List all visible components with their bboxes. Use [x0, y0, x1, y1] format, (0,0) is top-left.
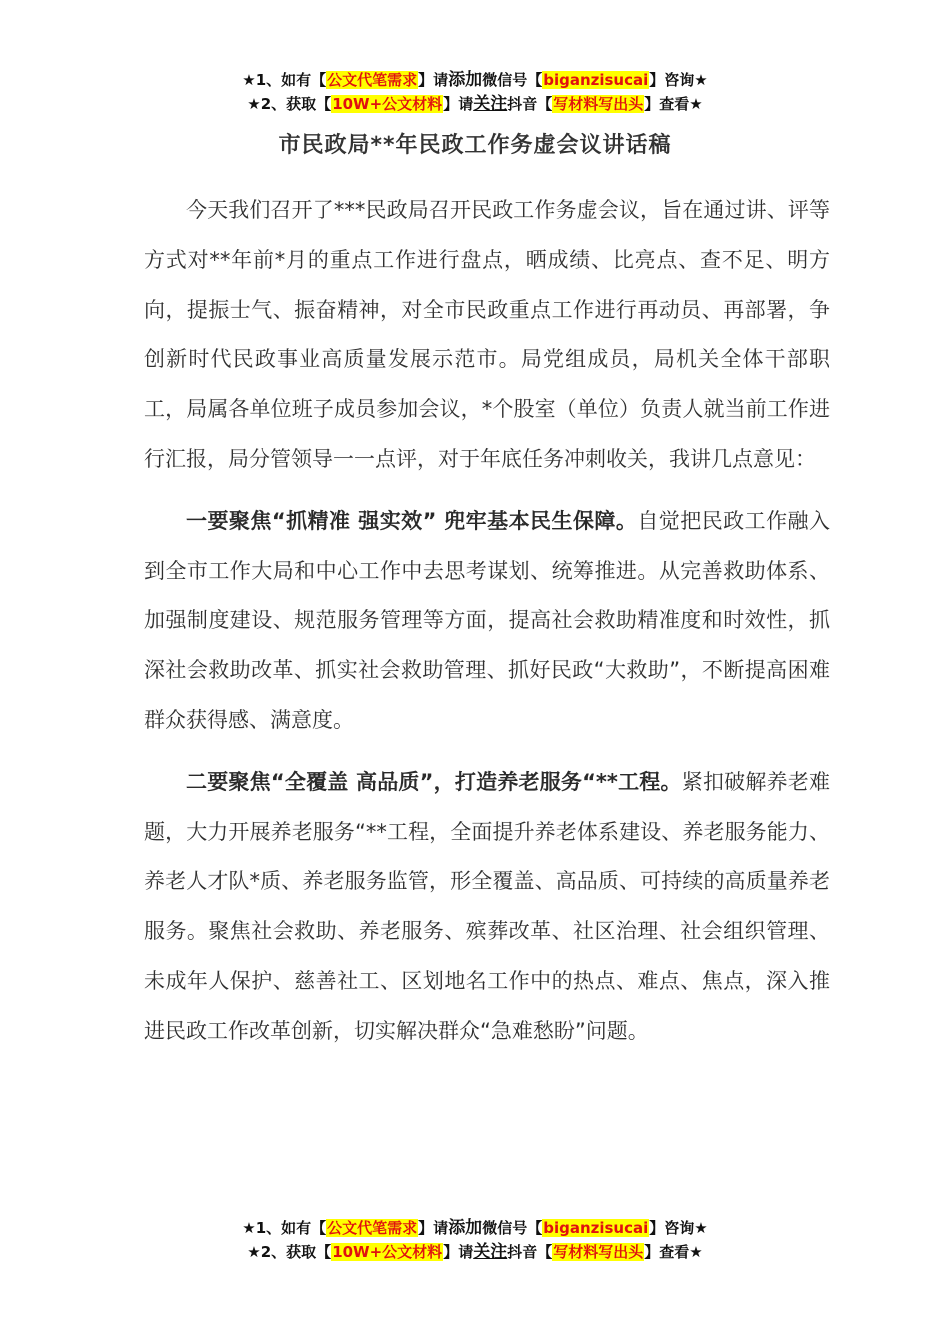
header-banner	[0, 68, 950, 116]
banner-text: 】请	[443, 1243, 474, 1261]
footer-banner	[0, 1216, 950, 1264]
paragraph-point-1	[144, 497, 830, 746]
highlight-text: 10W+公文材料	[332, 95, 443, 113]
wechat-id: biganzisucai	[543, 1219, 649, 1237]
banner-text: 】咨询★	[649, 71, 708, 89]
banner-text: 】查看★	[644, 95, 703, 113]
banner-text: 】请	[418, 71, 449, 89]
banner-text: ★2、获取【	[247, 95, 332, 113]
paragraph-lead: 二要聚焦“全覆盖 高品质”，打造养老服务“**工程。	[186, 769, 682, 794]
banner-text: 】查看★	[644, 1243, 703, 1261]
banner-text: 抖音【	[507, 1243, 553, 1261]
emphasis-text: 关注	[473, 94, 508, 114]
banner-text: 微信号【	[482, 71, 543, 89]
paragraph-lead: 一要聚焦“抓精准 强实效” 兜牢基本民生保障。	[186, 508, 638, 533]
banner-line-2	[0, 92, 950, 116]
banner-text: 】请	[418, 1219, 449, 1237]
highlight-text: 公文代笔需求	[327, 1219, 418, 1237]
wechat-id: biganzisucai	[543, 71, 649, 89]
banner-line-1	[0, 1216, 950, 1240]
banner-line-1	[0, 68, 950, 92]
banner-text: 微信号【	[482, 1219, 543, 1237]
banner-text: 抖音【	[507, 95, 553, 113]
emphasis-text: 关注	[473, 1242, 508, 1262]
banner-text: ★1、如有【	[242, 1219, 327, 1237]
banner-line-2	[0, 1240, 950, 1264]
paragraph-intro	[144, 186, 830, 485]
banner-text: 】请	[443, 95, 474, 113]
highlight-text: 10W+公文材料	[332, 1243, 443, 1261]
banner-text: 】咨询★	[649, 1219, 708, 1237]
douyin-account: 写材料写出头	[553, 95, 644, 113]
paragraph-text: 自觉把民政工作融入到全市工作大局和中心工作中去思考谋划、统筹推进。从完善救助体系、加强制度建设、规范服务管理等方面，提高社会救助精准度和时效性，抓深社会救助改革、抓实社会救助管理、抓好民政“大救助”，不断提高困难群众获得感、满意度。	[144, 508, 830, 732]
banner-text: ★2、获取【	[247, 1243, 332, 1261]
paragraph-text: 今天我们召开了***民政局召开民政工作务虚会议，旨在通过讲、评等方式对**年前*月的重点工作进行盘点，晒成绩、比亮点、查不足、明方向，提振士气、振奋精神，对全市民政重点工作进行再动员、再部署，争创新时代民政事业高质量发展示范市。局党组成员，局机关全体干部职工，局属各单位班子成员参加会议，*个股室（单位）负责人就当前工作进行汇报，局分管领导一一点评，对于年底任务冲刺收关，我讲几点意见：	[144, 198, 830, 471]
emphasis-text: 添加	[448, 1218, 483, 1238]
douyin-account: 写材料写出头	[553, 1243, 644, 1261]
paragraph-text: 紧扣破解养老难题，大力开展养老服务“**工程，全面提升养老体系建设、养老服务能力、养老人才队*质、养老服务监管，形全覆盖、高品质、可持续的高质量养老服务。聚焦社会救助、养老服务、殡葬改革、社区治理、社会组织管理、未成年人保护、慈善社工、区划地名工作中的热点、难点、焦点，深入推进民政工作改革创新，切实解决群众“急难愁盼”问题。	[144, 769, 830, 1043]
document-body	[144, 186, 830, 1069]
paragraph-point-2	[144, 758, 830, 1057]
document-title: 市民政局**年民政工作务虚会议讲话稿	[278, 133, 672, 158]
banner-text: ★1、如有【	[242, 71, 327, 89]
highlight-text: 公文代笔需求	[327, 71, 418, 89]
emphasis-text: 添加	[448, 70, 483, 90]
